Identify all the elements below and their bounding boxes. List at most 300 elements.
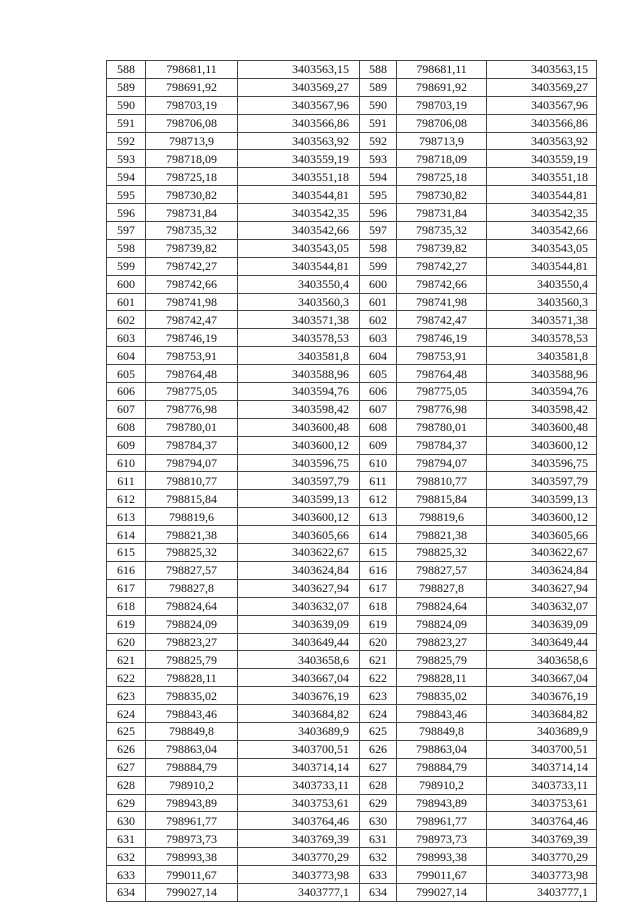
table-row xyxy=(360,78,597,96)
y-coordinate: 3403598,42 xyxy=(487,400,597,418)
point-number: 628 xyxy=(360,776,397,794)
y-coordinate: 3403605,66 xyxy=(487,526,597,544)
point-number: 604 xyxy=(360,347,397,365)
point-number: 609 xyxy=(107,436,146,454)
point-number: 592 xyxy=(107,132,146,150)
point-number: 624 xyxy=(107,705,146,723)
x-coordinate: 798825,32 xyxy=(146,544,238,562)
y-coordinate: 3403581,8 xyxy=(487,347,597,365)
table-row xyxy=(360,722,597,740)
table-row xyxy=(360,204,597,222)
table-row xyxy=(107,561,360,579)
x-coordinate: 798794,07 xyxy=(397,454,487,472)
x-coordinate: 798753,91 xyxy=(146,347,238,365)
y-coordinate: 3403544,81 xyxy=(487,186,597,204)
point-number: 602 xyxy=(107,311,146,329)
table-row xyxy=(360,848,597,866)
x-coordinate: 798681,11 xyxy=(397,61,487,79)
x-coordinate: 798849,8 xyxy=(397,722,487,740)
point-number: 620 xyxy=(360,633,397,651)
point-number: 599 xyxy=(107,257,146,275)
table-row xyxy=(107,579,360,597)
y-coordinate: 3403542,35 xyxy=(238,204,360,222)
point-number: 608 xyxy=(107,418,146,436)
y-coordinate: 3403544,81 xyxy=(238,186,360,204)
y-coordinate: 3403649,44 xyxy=(487,633,597,651)
point-number: 617 xyxy=(107,579,146,597)
y-coordinate: 3403599,13 xyxy=(238,490,360,508)
y-coordinate: 3403571,38 xyxy=(238,311,360,329)
y-coordinate: 3403600,12 xyxy=(487,436,597,454)
y-coordinate: 3403566,86 xyxy=(238,114,360,132)
table-row xyxy=(360,651,597,669)
x-coordinate: 798973,73 xyxy=(146,830,238,848)
y-coordinate: 3403578,53 xyxy=(487,329,597,347)
x-coordinate: 798742,66 xyxy=(397,275,487,293)
x-coordinate: 798824,09 xyxy=(146,615,238,633)
table-row xyxy=(107,204,360,222)
y-coordinate: 3403770,29 xyxy=(238,848,360,866)
point-number: 589 xyxy=(107,78,146,96)
x-coordinate: 798739,82 xyxy=(397,239,487,257)
table-row xyxy=(360,418,597,436)
x-coordinate: 798764,48 xyxy=(146,365,238,383)
x-coordinate: 798819,6 xyxy=(397,508,487,526)
point-number: 628 xyxy=(107,776,146,794)
y-coordinate: 3403684,82 xyxy=(238,705,360,723)
x-coordinate: 798718,09 xyxy=(146,150,238,168)
table-row xyxy=(107,78,360,96)
x-coordinate: 798784,37 xyxy=(146,436,238,454)
x-coordinate: 798753,91 xyxy=(397,347,487,365)
y-coordinate: 3403567,96 xyxy=(487,96,597,114)
x-coordinate: 798815,84 xyxy=(397,490,487,508)
y-coordinate: 3403658,6 xyxy=(487,651,597,669)
x-coordinate: 798775,05 xyxy=(146,383,238,401)
y-coordinate: 3403544,81 xyxy=(238,257,360,275)
point-number: 599 xyxy=(360,257,397,275)
y-coordinate: 3403563,15 xyxy=(238,61,360,79)
table-row xyxy=(107,293,360,311)
table-row xyxy=(107,275,360,293)
x-coordinate: 798835,02 xyxy=(397,687,487,705)
y-coordinate: 3403559,19 xyxy=(487,150,597,168)
table-row xyxy=(360,383,597,401)
x-coordinate: 798943,89 xyxy=(146,794,238,812)
point-number: 618 xyxy=(360,597,397,615)
table-row xyxy=(107,669,360,687)
x-coordinate: 799011,67 xyxy=(397,866,487,884)
y-coordinate: 3403769,39 xyxy=(238,830,360,848)
y-coordinate: 3403596,75 xyxy=(487,454,597,472)
table-row xyxy=(360,114,597,132)
x-coordinate: 798731,84 xyxy=(146,204,238,222)
y-coordinate: 3403764,46 xyxy=(238,812,360,830)
y-coordinate: 3403581,8 xyxy=(238,347,360,365)
point-number: 596 xyxy=(360,204,397,222)
y-coordinate: 3403777,1 xyxy=(487,883,597,901)
table-row xyxy=(107,400,360,418)
table-row xyxy=(360,526,597,544)
point-number: 634 xyxy=(107,883,146,901)
x-coordinate: 798775,05 xyxy=(397,383,487,401)
y-coordinate: 3403542,66 xyxy=(238,222,360,240)
point-number: 594 xyxy=(107,168,146,186)
point-number: 620 xyxy=(107,633,146,651)
y-coordinate: 3403588,96 xyxy=(487,365,597,383)
y-coordinate: 3403627,94 xyxy=(487,579,597,597)
x-coordinate: 798827,8 xyxy=(146,579,238,597)
y-coordinate: 3403676,19 xyxy=(238,687,360,705)
point-number: 603 xyxy=(107,329,146,347)
y-coordinate: 3403714,14 xyxy=(487,758,597,776)
point-number: 595 xyxy=(360,186,397,204)
x-coordinate: 798713,9 xyxy=(397,132,487,150)
y-coordinate: 3403551,18 xyxy=(238,168,360,186)
x-coordinate: 798849,8 xyxy=(146,722,238,740)
table-row xyxy=(360,508,597,526)
y-coordinate: 3403622,67 xyxy=(487,544,597,562)
point-number: 589 xyxy=(360,78,397,96)
point-number: 610 xyxy=(107,454,146,472)
x-coordinate: 798827,8 xyxy=(397,579,487,597)
y-coordinate: 3403770,29 xyxy=(487,848,597,866)
coordinate-table-left xyxy=(106,60,360,902)
y-coordinate: 3403624,84 xyxy=(238,561,360,579)
x-coordinate: 798815,84 xyxy=(146,490,238,508)
y-coordinate: 3403676,19 xyxy=(487,687,597,705)
point-number: 617 xyxy=(360,579,397,597)
x-coordinate: 798730,82 xyxy=(397,186,487,204)
y-coordinate: 3403600,12 xyxy=(238,436,360,454)
point-number: 590 xyxy=(360,96,397,114)
x-coordinate: 798825,32 xyxy=(397,544,487,562)
x-coordinate: 798718,09 xyxy=(397,150,487,168)
x-coordinate: 798910,2 xyxy=(397,776,487,794)
table-row xyxy=(360,329,597,347)
point-number: 590 xyxy=(107,96,146,114)
y-coordinate: 3403560,3 xyxy=(238,293,360,311)
table-row xyxy=(360,150,597,168)
point-number: 613 xyxy=(107,508,146,526)
point-number: 588 xyxy=(360,61,397,79)
x-coordinate: 798884,79 xyxy=(397,758,487,776)
table-row xyxy=(360,544,597,562)
table-row xyxy=(360,293,597,311)
x-coordinate: 798961,77 xyxy=(146,812,238,830)
table-row xyxy=(107,96,360,114)
point-number: 600 xyxy=(107,275,146,293)
point-number: 624 xyxy=(360,705,397,723)
x-coordinate: 798681,11 xyxy=(146,61,238,79)
point-number: 608 xyxy=(360,418,397,436)
x-coordinate: 798730,82 xyxy=(146,186,238,204)
point-number: 611 xyxy=(360,472,397,490)
point-number: 597 xyxy=(360,222,397,240)
point-number: 618 xyxy=(107,597,146,615)
y-coordinate: 3403689,9 xyxy=(487,722,597,740)
point-number: 613 xyxy=(360,508,397,526)
x-coordinate: 798843,46 xyxy=(146,705,238,723)
point-number: 623 xyxy=(360,687,397,705)
x-coordinate: 798741,98 xyxy=(397,293,487,311)
point-number: 631 xyxy=(107,830,146,848)
table-row xyxy=(107,848,360,866)
x-coordinate: 798742,27 xyxy=(146,257,238,275)
y-coordinate: 3403563,92 xyxy=(487,132,597,150)
point-number: 593 xyxy=(107,150,146,168)
y-coordinate: 3403543,05 xyxy=(487,239,597,257)
point-number: 621 xyxy=(360,651,397,669)
y-coordinate: 3403563,92 xyxy=(238,132,360,150)
point-number: 626 xyxy=(360,740,397,758)
table-row xyxy=(107,383,360,401)
y-coordinate: 3403700,51 xyxy=(238,740,360,758)
point-number: 627 xyxy=(360,758,397,776)
point-number: 598 xyxy=(107,239,146,257)
point-number: 591 xyxy=(360,114,397,132)
x-coordinate: 798691,92 xyxy=(397,78,487,96)
table-row xyxy=(360,257,597,275)
point-number: 629 xyxy=(107,794,146,812)
y-coordinate: 3403560,3 xyxy=(487,293,597,311)
x-coordinate: 798828,11 xyxy=(397,669,487,687)
table-row xyxy=(360,454,597,472)
y-coordinate: 3403594,76 xyxy=(487,383,597,401)
table-row xyxy=(360,400,597,418)
x-coordinate: 798943,89 xyxy=(397,794,487,812)
table-row xyxy=(107,597,360,615)
x-coordinate: 798780,01 xyxy=(146,418,238,436)
point-number: 625 xyxy=(360,722,397,740)
point-number: 612 xyxy=(107,490,146,508)
table-row xyxy=(360,96,597,114)
point-number: 625 xyxy=(107,722,146,740)
point-number: 591 xyxy=(107,114,146,132)
y-coordinate: 3403569,27 xyxy=(238,78,360,96)
x-coordinate: 798910,2 xyxy=(146,776,238,794)
table-row xyxy=(107,812,360,830)
table-row xyxy=(107,436,360,454)
y-coordinate: 3403542,35 xyxy=(487,204,597,222)
table-row xyxy=(360,615,597,633)
y-coordinate: 3403684,82 xyxy=(487,705,597,723)
point-number: 629 xyxy=(360,794,397,812)
point-number: 632 xyxy=(360,848,397,866)
table-row xyxy=(360,222,597,240)
y-coordinate: 3403588,96 xyxy=(238,365,360,383)
x-coordinate: 798827,57 xyxy=(397,561,487,579)
table-row xyxy=(360,669,597,687)
table-row xyxy=(360,365,597,383)
x-coordinate: 798819,6 xyxy=(146,508,238,526)
table-row xyxy=(360,61,597,79)
point-number: 601 xyxy=(360,293,397,311)
y-coordinate: 3403733,11 xyxy=(238,776,360,794)
y-coordinate: 3403600,48 xyxy=(238,418,360,436)
table-row xyxy=(360,239,597,257)
table-row xyxy=(360,186,597,204)
point-number: 632 xyxy=(107,848,146,866)
x-coordinate: 798835,02 xyxy=(146,687,238,705)
point-number: 598 xyxy=(360,239,397,257)
table-row xyxy=(107,222,360,240)
y-coordinate: 3403597,79 xyxy=(487,472,597,490)
x-coordinate: 798823,27 xyxy=(146,633,238,651)
x-coordinate: 798691,92 xyxy=(146,78,238,96)
y-coordinate: 3403578,53 xyxy=(238,329,360,347)
x-coordinate: 798821,38 xyxy=(397,526,487,544)
point-number: 612 xyxy=(360,490,397,508)
x-coordinate: 798828,11 xyxy=(146,669,238,687)
point-number: 616 xyxy=(107,561,146,579)
table-row xyxy=(360,275,597,293)
y-coordinate: 3403764,46 xyxy=(487,812,597,830)
x-coordinate: 798810,77 xyxy=(146,472,238,490)
x-coordinate: 798742,47 xyxy=(397,311,487,329)
y-coordinate: 3403639,09 xyxy=(238,615,360,633)
point-number: 600 xyxy=(360,275,397,293)
y-coordinate: 3403689,9 xyxy=(238,722,360,740)
table-row xyxy=(107,347,360,365)
y-coordinate: 3403777,1 xyxy=(238,883,360,901)
point-number: 622 xyxy=(107,669,146,687)
y-coordinate: 3403598,42 xyxy=(238,400,360,418)
table-row xyxy=(360,561,597,579)
point-number: 610 xyxy=(360,454,397,472)
table-row xyxy=(107,186,360,204)
x-coordinate: 798863,04 xyxy=(146,740,238,758)
table-row xyxy=(107,472,360,490)
point-number: 615 xyxy=(360,544,397,562)
table-row xyxy=(107,168,360,186)
x-coordinate: 798810,77 xyxy=(397,472,487,490)
table-row xyxy=(107,776,360,794)
table-row xyxy=(107,257,360,275)
point-number: 615 xyxy=(107,544,146,562)
x-coordinate: 798713,9 xyxy=(146,132,238,150)
table-row xyxy=(107,866,360,884)
y-coordinate: 3403649,44 xyxy=(238,633,360,651)
point-number: 622 xyxy=(360,669,397,687)
x-coordinate: 799011,67 xyxy=(146,866,238,884)
y-coordinate: 3403700,51 xyxy=(487,740,597,758)
x-coordinate: 798776,98 xyxy=(397,400,487,418)
x-coordinate: 798764,48 xyxy=(397,365,487,383)
table-row xyxy=(107,722,360,740)
table-row xyxy=(360,490,597,508)
x-coordinate: 798741,98 xyxy=(146,293,238,311)
table-row xyxy=(360,883,597,901)
y-coordinate: 3403550,4 xyxy=(238,275,360,293)
table-body-left xyxy=(107,61,360,902)
x-coordinate: 798784,37 xyxy=(397,436,487,454)
y-coordinate: 3403600,12 xyxy=(238,508,360,526)
table-row xyxy=(360,830,597,848)
point-number: 626 xyxy=(107,740,146,758)
point-number: 614 xyxy=(360,526,397,544)
y-coordinate: 3403544,81 xyxy=(487,257,597,275)
point-number: 597 xyxy=(107,222,146,240)
x-coordinate: 799027,14 xyxy=(397,883,487,901)
point-number: 634 xyxy=(360,883,397,901)
table-row xyxy=(360,776,597,794)
x-coordinate: 799027,14 xyxy=(146,883,238,901)
coordinate-table-right xyxy=(359,60,597,902)
y-coordinate: 3403571,38 xyxy=(487,311,597,329)
table-row xyxy=(360,812,597,830)
y-coordinate: 3403596,75 xyxy=(238,454,360,472)
x-coordinate: 798884,79 xyxy=(146,758,238,776)
x-coordinate: 798824,64 xyxy=(397,597,487,615)
x-coordinate: 798863,04 xyxy=(397,740,487,758)
x-coordinate: 798725,18 xyxy=(397,168,487,186)
x-coordinate: 798843,46 xyxy=(397,705,487,723)
table-row xyxy=(360,311,597,329)
x-coordinate: 798725,18 xyxy=(146,168,238,186)
point-number: 602 xyxy=(360,311,397,329)
x-coordinate: 798703,19 xyxy=(146,96,238,114)
y-coordinate: 3403551,18 xyxy=(487,168,597,186)
point-number: 606 xyxy=(107,383,146,401)
table-row xyxy=(107,758,360,776)
table-row xyxy=(107,740,360,758)
table-row xyxy=(107,794,360,812)
point-number: 631 xyxy=(360,830,397,848)
x-coordinate: 798703,19 xyxy=(397,96,487,114)
table-row xyxy=(107,132,360,150)
table-row xyxy=(360,705,597,723)
table-row xyxy=(107,651,360,669)
x-coordinate: 798993,38 xyxy=(397,848,487,866)
table-row xyxy=(360,579,597,597)
table-row xyxy=(107,61,360,79)
y-coordinate: 3403753,61 xyxy=(487,794,597,812)
point-number: 588 xyxy=(107,61,146,79)
x-coordinate: 798742,27 xyxy=(397,257,487,275)
point-number: 619 xyxy=(107,615,146,633)
point-number: 616 xyxy=(360,561,397,579)
y-coordinate: 3403627,94 xyxy=(238,579,360,597)
x-coordinate: 798825,79 xyxy=(397,651,487,669)
x-coordinate: 798824,09 xyxy=(397,615,487,633)
y-coordinate: 3403714,14 xyxy=(238,758,360,776)
table-row xyxy=(107,508,360,526)
table-row xyxy=(360,472,597,490)
x-coordinate: 798794,07 xyxy=(146,454,238,472)
point-number: 595 xyxy=(107,186,146,204)
x-coordinate: 798961,77 xyxy=(397,812,487,830)
table-row xyxy=(107,883,360,901)
table-row xyxy=(107,454,360,472)
table-row xyxy=(107,615,360,633)
x-coordinate: 798742,47 xyxy=(146,311,238,329)
y-coordinate: 3403773,98 xyxy=(238,866,360,884)
table-row xyxy=(360,633,597,651)
table-row xyxy=(107,329,360,347)
point-number: 604 xyxy=(107,347,146,365)
table-row xyxy=(107,526,360,544)
point-number: 614 xyxy=(107,526,146,544)
point-number: 607 xyxy=(107,400,146,418)
y-coordinate: 3403753,61 xyxy=(238,794,360,812)
table-row xyxy=(360,597,597,615)
table-row xyxy=(360,436,597,454)
point-number: 607 xyxy=(360,400,397,418)
x-coordinate: 798706,08 xyxy=(397,114,487,132)
point-number: 630 xyxy=(107,812,146,830)
y-coordinate: 3403600,12 xyxy=(487,508,597,526)
